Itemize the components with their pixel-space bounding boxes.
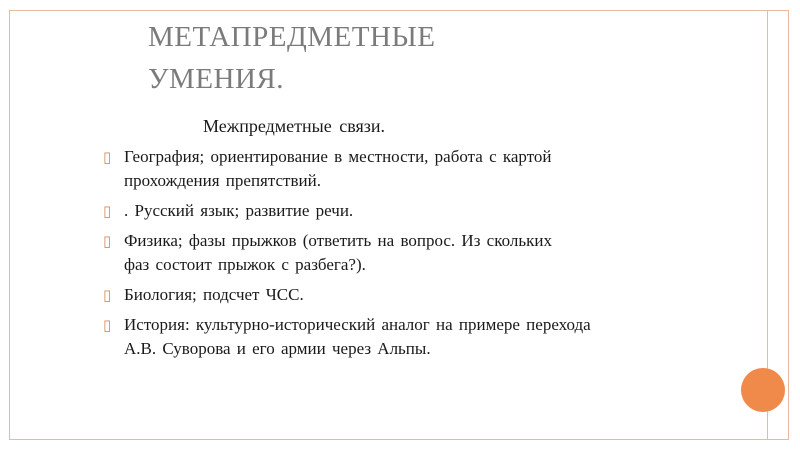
list-item-text: Физика; фазы прыжков (ответить на вопрос. Из скольких фаз состоит прыжок с разбега?). — [124, 231, 552, 274]
bullet-list — [103, 145, 683, 367]
slide-title: МЕТАПРЕДМЕТНЫЕ УМЕНИЯ. — [148, 21, 436, 95]
list-item — [103, 283, 683, 307]
list-item-text: География; ориентирование в местности, работа с картой прохождения препятствий. — [124, 147, 552, 190]
list-item — [103, 313, 683, 361]
accent-circle-icon — [741, 368, 785, 412]
bullet-icon: ▯ — [103, 204, 112, 220]
list-item — [103, 229, 683, 277]
slide-subtitle: Межпредметные связи. — [203, 116, 385, 136]
bullet-icon: ▯ — [103, 150, 112, 166]
bullet-icon: ▯ — [103, 234, 112, 250]
list-item — [103, 145, 683, 193]
bullet-icon: ▯ — [103, 288, 112, 304]
bullet-icon: ▯ — [103, 318, 112, 334]
list-item-text: . Русский язык; развитие речи. — [124, 201, 354, 220]
list-item-text: История: культурно-исторический аналог на примере перехода А.В. Суворова и его армии через Альпы. — [124, 315, 591, 358]
list-item — [103, 199, 683, 223]
list-item-text: Биология; подсчет ЧСС. — [124, 285, 304, 304]
